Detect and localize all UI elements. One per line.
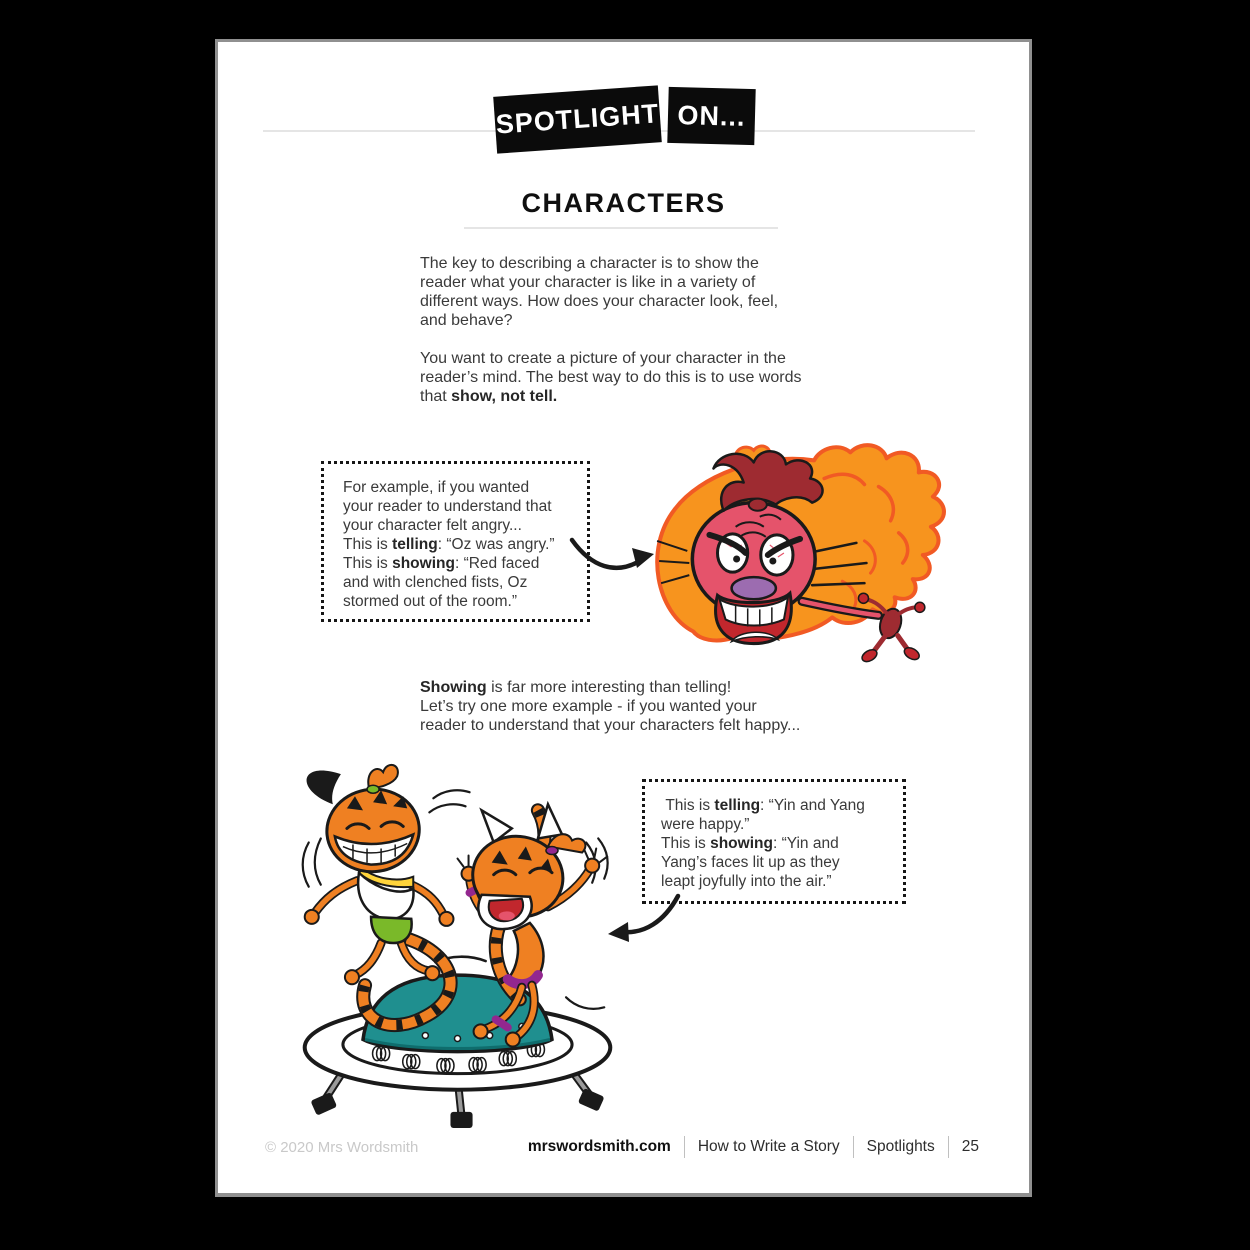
text-segment: stormed out of the room.” <box>343 593 518 610</box>
text-segment: The key to describing a character is to show the <box>420 255 759 272</box>
on-badge <box>667 87 755 145</box>
text-segment: different ways. How does your character look, feel, <box>420 293 779 310</box>
text-segment: Yang’s faces lit up as they <box>661 854 840 871</box>
text-line <box>343 535 567 554</box>
text-segment: leapt joyfully into the air.” <box>661 873 832 890</box>
book-title-text: How to Write a Story <box>697 1138 840 1155</box>
text-line <box>343 478 567 497</box>
text-segment: : “Yin and <box>772 835 839 852</box>
text-segment: and behave? <box>420 312 513 329</box>
text-segment: your character felt angry... <box>343 517 522 534</box>
text-segment: This is <box>661 835 711 852</box>
text-line <box>420 387 802 406</box>
happy-tigers-illustration <box>284 746 632 1138</box>
title-rule <box>464 227 778 229</box>
text-line <box>420 697 800 716</box>
text-segment: This is <box>343 555 393 572</box>
text-line <box>661 834 887 853</box>
angry-character-illustration <box>641 440 948 672</box>
text-line <box>420 273 802 292</box>
page-title: CHARACTERS <box>521 188 726 218</box>
footer-divider <box>948 1136 949 1158</box>
text-segment: : “Yin and Yang <box>760 797 865 814</box>
text-segment: and with clenched fists, Oz <box>343 574 528 591</box>
section-text: Spotlights <box>866 1138 935 1155</box>
text-segment: This is <box>343 536 393 553</box>
text-segment-bold: show, not tell. <box>451 388 558 405</box>
on-badge-label: ON... <box>677 99 746 132</box>
spotlight-badge <box>493 85 662 153</box>
text-line <box>420 368 802 387</box>
text-segment: your reader to understand that <box>343 498 552 515</box>
text-segment: Let’s try one more example - if you wanted your <box>420 698 757 715</box>
footer-meta <box>528 1134 979 1160</box>
text-segment-bold: telling <box>392 536 438 553</box>
copyright-text: © 2020 Mrs Wordsmith <box>265 1139 419 1156</box>
text-line <box>420 678 800 697</box>
curved-arrow-left-icon <box>606 892 694 944</box>
text-line <box>420 349 802 368</box>
telling-vs-showing-happy-box <box>642 779 906 904</box>
footer-divider <box>684 1136 685 1158</box>
text-line <box>420 311 802 330</box>
spotlight-badge-label: SPOTLIGHT <box>494 98 661 140</box>
text-segment: that <box>420 388 452 405</box>
text-segment-bold: Showing <box>420 679 487 696</box>
text-line <box>343 554 567 573</box>
text-segment-bold: showing <box>710 835 773 852</box>
text-line <box>661 796 887 815</box>
text-line <box>420 292 802 311</box>
text-segment-bold: telling <box>714 797 761 814</box>
text-segment: : “Oz was angry.” <box>437 536 555 553</box>
text-segment: This is <box>661 797 715 814</box>
intro-paragraphs <box>420 254 802 406</box>
text-line <box>343 516 567 535</box>
text-line <box>343 573 567 592</box>
telling-vs-showing-angry-box <box>321 461 590 622</box>
text-line <box>343 592 567 611</box>
text-segment: reader to understand that your characters felt happy... <box>420 717 801 734</box>
text-line <box>420 254 802 273</box>
document-page <box>215 39 1032 1197</box>
text-line <box>343 497 567 516</box>
text-line <box>661 872 887 891</box>
paragraph-gap <box>420 330 802 349</box>
footer-divider <box>853 1136 854 1158</box>
text-segment: : “Red faced <box>454 555 540 572</box>
text-segment-bold: showing <box>392 555 455 572</box>
text-line <box>661 815 887 834</box>
text-line <box>420 716 800 735</box>
text-segment: For example, if you wanted <box>343 479 530 496</box>
text-line <box>661 853 887 872</box>
tiny-running-body <box>802 593 925 664</box>
transition-paragraph <box>420 678 800 735</box>
text-segment: reader’s mind. The best way to do this is to use words <box>420 369 802 386</box>
website-text: mrswordsmith.com <box>527 1138 671 1155</box>
text-segment: reader what your character is like in a variety of <box>420 274 756 291</box>
text-segment: were happy.” <box>661 816 750 833</box>
page-number: 25 <box>961 1138 979 1155</box>
text-segment: You want to create a picture of your character in the <box>420 350 786 367</box>
text-segment: is far more interesting than telling! <box>486 679 732 696</box>
